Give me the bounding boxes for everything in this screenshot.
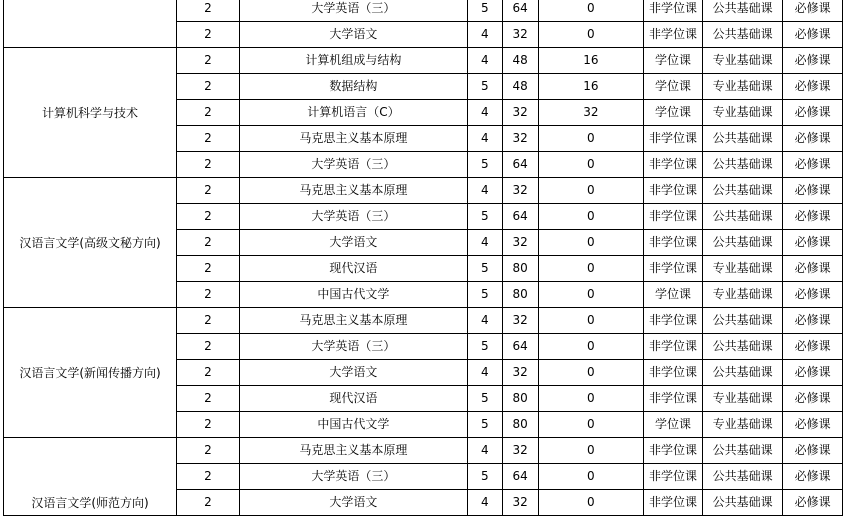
table-row [4, 178, 843, 204]
credits-cell: 4 [468, 490, 502, 516]
semester-cell: 2 [177, 334, 240, 360]
credits-cell: 4 [468, 230, 502, 256]
required-type-cell: 必修课 [783, 334, 843, 360]
degree-type-cell: 非学位课 [644, 22, 703, 48]
degree-type-cell: 非学位课 [644, 386, 703, 412]
course-category-cell: 公共基础课 [703, 204, 783, 230]
required-type-cell: 必修课 [783, 386, 843, 412]
course-name-cell: 大学英语（三） [239, 464, 467, 490]
degree-type-cell: 非学位课 [644, 204, 703, 230]
degree-type-cell: 非学位课 [644, 308, 703, 334]
degree-type-cell: 非学位课 [644, 0, 703, 22]
hours-cell: 32 [502, 360, 538, 386]
course-category-cell: 专业基础课 [703, 256, 783, 282]
lab-hours-cell: 0 [538, 334, 643, 360]
course-category-cell: 公共基础课 [703, 438, 783, 464]
lab-hours-cell: 0 [538, 412, 643, 438]
required-type-cell: 必修课 [783, 204, 843, 230]
semester-cell: 2 [177, 0, 240, 22]
credits-cell: 5 [468, 412, 502, 438]
major-cell: 汉语言文学(高级文秘方向) [4, 178, 177, 308]
course-table-body [4, 0, 843, 516]
table-row [4, 0, 843, 22]
lab-hours-cell: 0 [538, 0, 643, 22]
major-cell: 汉语言文学(师范方向) [4, 438, 177, 516]
required-type-cell: 必修课 [783, 100, 843, 126]
required-type-cell: 必修课 [783, 464, 843, 490]
course-name-cell: 中国古代文学 [239, 412, 467, 438]
lab-hours-cell: 0 [538, 360, 643, 386]
course-category-cell: 公共基础课 [703, 360, 783, 386]
credits-cell: 4 [468, 22, 502, 48]
credits-cell: 5 [468, 386, 502, 412]
hours-cell: 80 [502, 386, 538, 412]
hours-cell: 64 [502, 152, 538, 178]
course-category-cell: 专业基础课 [703, 74, 783, 100]
required-type-cell: 必修课 [783, 308, 843, 334]
credits-cell: 5 [468, 0, 502, 22]
major-cell [4, 0, 177, 48]
credits-cell: 5 [468, 152, 502, 178]
degree-type-cell: 学位课 [644, 412, 703, 438]
course-category-cell: 专业基础课 [703, 100, 783, 126]
hours-cell: 32 [502, 308, 538, 334]
degree-type-cell: 非学位课 [644, 256, 703, 282]
semester-cell: 2 [177, 438, 240, 464]
lab-hours-cell: 0 [538, 308, 643, 334]
semester-cell: 2 [177, 230, 240, 256]
course-name-cell: 大学语文 [239, 490, 467, 516]
course-name-cell: 大学英语（三） [239, 152, 467, 178]
lab-hours-cell: 0 [538, 152, 643, 178]
hours-cell: 64 [502, 334, 538, 360]
semester-cell: 2 [177, 412, 240, 438]
required-type-cell: 必修课 [783, 22, 843, 48]
credits-cell: 5 [468, 334, 502, 360]
hours-cell: 32 [502, 126, 538, 152]
table-row [4, 48, 843, 74]
degree-type-cell: 学位课 [644, 48, 703, 74]
required-type-cell: 必修课 [783, 412, 843, 438]
required-type-cell: 必修课 [783, 360, 843, 386]
degree-type-cell: 非学位课 [644, 152, 703, 178]
hours-cell: 48 [502, 48, 538, 74]
required-type-cell: 必修课 [783, 178, 843, 204]
hours-cell: 48 [502, 74, 538, 100]
semester-cell: 2 [177, 100, 240, 126]
table-row [4, 438, 843, 464]
hours-cell: 64 [502, 204, 538, 230]
degree-type-cell: 非学位课 [644, 438, 703, 464]
semester-cell: 2 [177, 360, 240, 386]
course-category-cell: 公共基础课 [703, 308, 783, 334]
course-category-cell: 公共基础课 [703, 230, 783, 256]
lab-hours-cell: 16 [538, 48, 643, 74]
credits-cell: 4 [468, 178, 502, 204]
semester-cell: 2 [177, 152, 240, 178]
course-name-cell: 大学语文 [239, 230, 467, 256]
course-name-cell: 数据结构 [239, 74, 467, 100]
degree-type-cell: 非学位课 [644, 360, 703, 386]
semester-cell: 2 [177, 22, 240, 48]
lab-hours-cell: 0 [538, 178, 643, 204]
semester-cell: 2 [177, 178, 240, 204]
credits-cell: 4 [468, 438, 502, 464]
semester-cell: 2 [177, 490, 240, 516]
course-name-cell: 大学语文 [239, 22, 467, 48]
required-type-cell: 必修课 [783, 126, 843, 152]
degree-type-cell: 非学位课 [644, 178, 703, 204]
course-name-cell: 马克思主义基本原理 [239, 178, 467, 204]
semester-cell: 2 [177, 386, 240, 412]
course-category-cell: 公共基础课 [703, 178, 783, 204]
course-name-cell: 大学语文 [239, 360, 467, 386]
course-category-cell: 公共基础课 [703, 490, 783, 516]
degree-type-cell: 非学位课 [644, 464, 703, 490]
hours-cell: 32 [502, 438, 538, 464]
hours-cell: 80 [502, 412, 538, 438]
major-cell: 汉语言文学(新闻传播方向) [4, 308, 177, 438]
credits-cell: 5 [468, 74, 502, 100]
credits-cell: 4 [468, 126, 502, 152]
course-category-cell: 公共基础课 [703, 22, 783, 48]
hours-cell: 64 [502, 0, 538, 22]
credits-cell: 4 [468, 308, 502, 334]
course-name-cell: 计算机语言（C） [239, 100, 467, 126]
degree-type-cell: 学位课 [644, 74, 703, 100]
lab-hours-cell: 0 [538, 464, 643, 490]
course-category-cell: 公共基础课 [703, 126, 783, 152]
hours-cell: 32 [502, 230, 538, 256]
hours-cell: 32 [502, 100, 538, 126]
course-category-cell: 公共基础课 [703, 334, 783, 360]
hours-cell: 80 [502, 282, 538, 308]
course-category-cell: 专业基础课 [703, 48, 783, 74]
required-type-cell: 必修课 [783, 74, 843, 100]
semester-cell: 2 [177, 308, 240, 334]
hours-cell: 32 [502, 22, 538, 48]
semester-cell: 2 [177, 464, 240, 490]
lab-hours-cell: 32 [538, 100, 643, 126]
course-category-cell: 专业基础课 [703, 386, 783, 412]
table-row [4, 308, 843, 334]
course-category-cell: 公共基础课 [703, 464, 783, 490]
course-table [3, 0, 843, 516]
required-type-cell: 必修课 [783, 256, 843, 282]
required-type-cell: 必修课 [783, 48, 843, 74]
course-name-cell: 马克思主义基本原理 [239, 308, 467, 334]
semester-cell: 2 [177, 48, 240, 74]
course-name-cell: 马克思主义基本原理 [239, 438, 467, 464]
required-type-cell: 必修课 [783, 152, 843, 178]
semester-cell: 2 [177, 126, 240, 152]
lab-hours-cell: 0 [538, 438, 643, 464]
semester-cell: 2 [177, 74, 240, 100]
course-name-cell: 计算机组成与结构 [239, 48, 467, 74]
credits-cell: 4 [468, 48, 502, 74]
required-type-cell: 必修课 [783, 0, 843, 22]
lab-hours-cell: 0 [538, 230, 643, 256]
course-name-cell: 现代汉语 [239, 256, 467, 282]
semester-cell: 2 [177, 282, 240, 308]
credits-cell: 4 [468, 100, 502, 126]
course-name-cell: 现代汉语 [239, 386, 467, 412]
required-type-cell: 必修课 [783, 282, 843, 308]
course-name-cell: 大学英语（三） [239, 204, 467, 230]
credits-cell: 5 [468, 204, 502, 230]
credits-cell: 5 [468, 282, 502, 308]
major-cell: 计算机科学与技术 [4, 48, 177, 178]
semester-cell: 2 [177, 256, 240, 282]
lab-hours-cell: 0 [538, 282, 643, 308]
lab-hours-cell: 0 [538, 256, 643, 282]
course-name-cell: 大学英语（三） [239, 334, 467, 360]
lab-hours-cell: 0 [538, 204, 643, 230]
degree-type-cell: 非学位课 [644, 126, 703, 152]
lab-hours-cell: 0 [538, 490, 643, 516]
semester-cell: 2 [177, 204, 240, 230]
course-category-cell: 专业基础课 [703, 282, 783, 308]
lab-hours-cell: 0 [538, 22, 643, 48]
course-category-cell: 专业基础课 [703, 412, 783, 438]
course-category-cell: 公共基础课 [703, 152, 783, 178]
credits-cell: 5 [468, 464, 502, 490]
required-type-cell: 必修课 [783, 438, 843, 464]
degree-type-cell: 非学位课 [644, 490, 703, 516]
hours-cell: 32 [502, 490, 538, 516]
degree-type-cell: 非学位课 [644, 334, 703, 360]
degree-type-cell: 学位课 [644, 282, 703, 308]
course-name-cell: 马克思主义基本原理 [239, 126, 467, 152]
course-category-cell: 公共基础课 [703, 0, 783, 22]
lab-hours-cell: 0 [538, 386, 643, 412]
required-type-cell: 必修课 [783, 490, 843, 516]
lab-hours-cell: 16 [538, 74, 643, 100]
credits-cell: 4 [468, 360, 502, 386]
required-type-cell: 必修课 [783, 230, 843, 256]
degree-type-cell: 学位课 [644, 100, 703, 126]
credits-cell: 5 [468, 256, 502, 282]
degree-type-cell: 非学位课 [644, 230, 703, 256]
hours-cell: 64 [502, 464, 538, 490]
course-name-cell: 中国古代文学 [239, 282, 467, 308]
hours-cell: 80 [502, 256, 538, 282]
lab-hours-cell: 0 [538, 126, 643, 152]
hours-cell: 32 [502, 178, 538, 204]
course-name-cell: 大学英语（三） [239, 0, 467, 22]
